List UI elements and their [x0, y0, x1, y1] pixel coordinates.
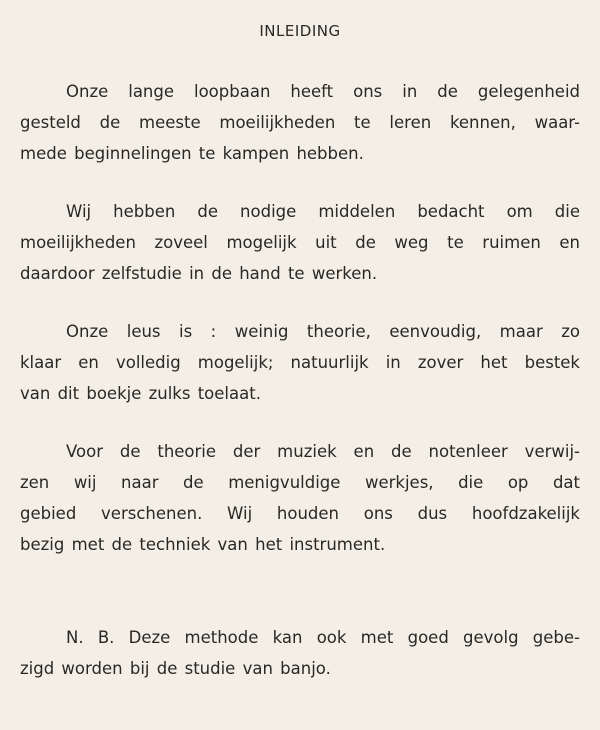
note-paragraph — [20, 622, 580, 684]
paragraph-line: bezig met de techniek van het instrument. — [20, 535, 386, 554]
paragraph-line: Onze lange loopbaan heeft ons in de gelegenheid — [66, 82, 580, 101]
paragraph-line: Onze leus is : weinig theorie, eenvoudig, maar zo — [66, 322, 580, 341]
paragraph-line: gebied verschenen. Wij houden ons dus hoofdzakelijk — [20, 504, 580, 523]
paragraph-2 — [20, 196, 580, 289]
page-title: INLEIDING — [259, 22, 341, 40]
note-line: N. B. Deze methode kan ook met goed gevolg gebe- — [66, 628, 580, 647]
paragraph-4 — [20, 436, 580, 560]
paragraph-line: gesteld de meeste moeilijkheden te leren kennen, waar- — [20, 113, 580, 132]
paragraph-3 — [20, 316, 580, 409]
note-line: zigd worden bij de studie van banjo. — [20, 659, 331, 678]
paragraph-line: Wij hebben de nodige middelen bedacht om die — [66, 202, 580, 221]
paragraph-1 — [20, 76, 580, 169]
paragraph-line: moeilijkheden zoveel mogelijk uit de weg te ruimen en — [20, 233, 580, 252]
paragraph-line: mede beginnelingen te kampen hebben. — [20, 144, 364, 163]
paragraph-line: Voor de theorie der muziek en de notenleer verwij- — [66, 442, 580, 461]
paragraph-line: klaar en volledig mogelijk; natuurlijk in zover het bestek — [20, 353, 580, 372]
paragraph-line: daardoor zelfstudie in de hand te werken. — [20, 264, 378, 283]
paragraph-line: van dit boekje zulks toelaat. — [20, 384, 261, 403]
paragraph-line: zen wij naar de menigvuldige werkjes, die op dat — [20, 473, 580, 492]
